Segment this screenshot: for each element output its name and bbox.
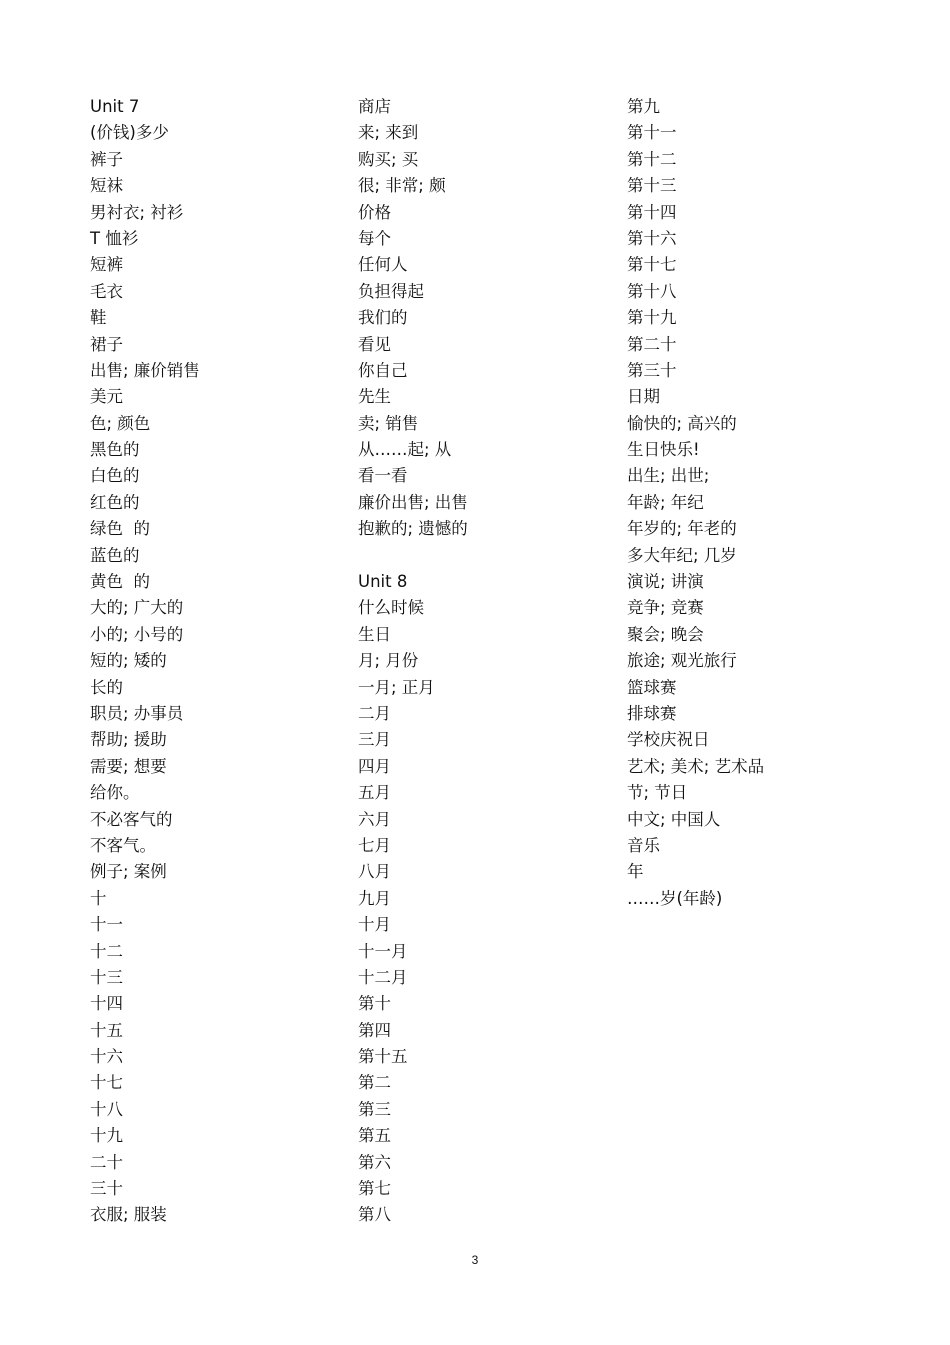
- vocabulary-entry: 二月: [358, 703, 391, 723]
- vocabulary-entry: 三月: [358, 730, 391, 750]
- vocabulary-entry: 第十九: [627, 308, 677, 328]
- vocabulary-entry: 帮助; 援助: [90, 730, 167, 750]
- vocabulary-entry: 卖; 销售: [358, 413, 419, 433]
- vocabulary-entry: 十五: [90, 1020, 123, 1040]
- vocabulary-entry: 日期: [627, 387, 660, 407]
- vocabulary-entry: 十六: [90, 1047, 123, 1067]
- vocabulary-entry: 第二: [358, 1073, 391, 1093]
- vocabulary-entry: 男衬衣; 衬衫: [90, 202, 184, 222]
- vocabulary-entry: 出生; 出世;: [627, 466, 710, 486]
- vocabulary-entry: 十二月: [358, 967, 408, 987]
- vocabulary-entry: 旅途; 观光旅行: [627, 651, 737, 671]
- vocabulary-entry: 十一: [90, 915, 123, 935]
- vocabulary-entry: 第三: [358, 1099, 391, 1119]
- vocabulary-entry: 第十二: [627, 149, 677, 169]
- vocabulary-entry: 绿色 的: [90, 519, 150, 539]
- vocabulary-entry: 白色的: [90, 466, 140, 486]
- vocabulary-entry: 第九: [627, 97, 660, 116]
- vocabulary-entry: (价钱)多少: [90, 123, 169, 143]
- vocabulary-entry: 鞋: [90, 308, 107, 328]
- vocabulary-entry: 抱歉的; 遗憾的: [358, 519, 468, 539]
- vocabulary-entry: 十八: [90, 1099, 123, 1119]
- vocabulary-entry: T 恤衫: [90, 228, 139, 248]
- vocabulary-entry: 从……起; 从: [358, 440, 452, 460]
- vocabulary-entry: 第三十: [627, 360, 677, 380]
- vocabulary-entry: 第七: [358, 1179, 391, 1199]
- vocabulary-entry: 商店: [358, 97, 391, 116]
- vocabulary-entry: 黄色 的: [90, 572, 150, 592]
- vocabulary-entry: 第十一: [627, 123, 677, 143]
- vocabulary-entry: 七月: [358, 835, 391, 855]
- vocabulary-entry: 中文; 中国人: [627, 809, 721, 829]
- vocabulary-entry: 十: [90, 888, 107, 908]
- vocabulary-entry: 裙子: [90, 334, 123, 354]
- vocabulary-entry: 看一看: [358, 466, 408, 486]
- vocabulary-entry: 八月: [358, 862, 391, 882]
- vocabulary-entry: 生日: [358, 624, 391, 644]
- vocabulary-entry: 二十: [90, 1152, 123, 1172]
- vocabulary-entry: 短裤: [90, 255, 123, 275]
- vocabulary-entry: 艺术; 美术; 艺术品: [627, 756, 765, 776]
- vocabulary-entry: 毛衣: [90, 281, 123, 301]
- vocabulary-entry: 年龄; 年纪: [627, 492, 704, 512]
- vocabulary-entry: 第十五: [358, 1047, 408, 1067]
- vocabulary-entry: 年: [627, 862, 644, 882]
- vocabulary-entry: 美元: [90, 387, 123, 407]
- vocabulary-entry: 六月: [358, 809, 391, 829]
- vocabulary-entry: 九月: [358, 888, 391, 908]
- vocabulary-entry: 黑色的: [90, 440, 140, 460]
- vocabulary-entry: 一月; 正月: [358, 677, 435, 697]
- vocabulary-entry: 先生: [358, 387, 391, 407]
- vocabulary-entry: 第六: [358, 1152, 391, 1172]
- vocabulary-entry: 需要; 想要: [90, 756, 167, 776]
- vocabulary-column-1: [90, 94, 340, 1229]
- vocabulary-entry: 衣服; 服装: [90, 1205, 167, 1225]
- vocabulary-entry: 月; 月份: [358, 651, 419, 671]
- vocabulary-entry: 什么时候: [358, 598, 424, 618]
- vocabulary-entry: 看见: [358, 334, 391, 354]
- vocabulary-entry: 短的; 矮的: [90, 651, 167, 671]
- vocabulary-entry: 生日快乐!: [627, 440, 700, 460]
- vocabulary-entry: 给你。: [90, 783, 140, 803]
- vocabulary-entry: 十七: [90, 1073, 123, 1093]
- vocabulary-entry: 第十: [358, 994, 391, 1014]
- vocabulary-entry: 十九: [90, 1126, 123, 1146]
- vocabulary-entry: 多大年纪; 几岁: [627, 545, 737, 565]
- vocabulary-entry: 第十三: [627, 176, 677, 196]
- vocabulary-entry: 音乐: [627, 835, 660, 855]
- vocabulary-entry: 例子; 案例: [90, 862, 167, 882]
- vocabulary-entry: 第十四: [627, 202, 677, 222]
- vocabulary-entry: 很; 非常; 颇: [358, 176, 446, 196]
- vocabulary-entry: 廉价出售; 出售: [358, 492, 468, 512]
- vocabulary-entry: 大的; 广大的: [90, 598, 184, 618]
- vocabulary-entry: [358, 543, 608, 569]
- vocabulary-entry: 职员; 办事员: [90, 703, 184, 723]
- vocabulary-entry: 第八: [358, 1205, 391, 1225]
- vocabulary-entry: 不必客气的: [90, 809, 173, 829]
- vocabulary-entry: 篮球赛: [627, 677, 677, 697]
- vocabulary-entry: 长的: [90, 677, 123, 697]
- vocabulary-entry: 十一月: [358, 941, 408, 961]
- vocabulary-entry: 短袜: [90, 176, 123, 196]
- vocabulary-entry: 来; 来到: [358, 123, 419, 143]
- vocabulary-column-2: [358, 94, 608, 1229]
- vocabulary-entry: 十四: [90, 994, 123, 1014]
- unit-heading: Unit 7: [90, 97, 140, 116]
- vocabulary-entry: 你自己: [358, 360, 408, 380]
- vocabulary-entry: 五月: [358, 783, 391, 803]
- vocabulary-entry: 负担得起: [358, 281, 424, 301]
- vocabulary-entry: 聚会; 晚会: [627, 624, 704, 644]
- vocabulary-entry: 蓝色的: [90, 545, 140, 565]
- vocabulary-entry: 我们的: [358, 308, 408, 328]
- vocabulary-entry: 任何人: [358, 255, 408, 275]
- vocabulary-entry: 第十六: [627, 228, 677, 248]
- vocabulary-entry: 每个: [358, 228, 391, 248]
- vocabulary-entry: 第四: [358, 1020, 391, 1040]
- vocabulary-entry: 出售; 廉价销售: [90, 360, 200, 380]
- vocabulary-column-3: [627, 94, 877, 912]
- vocabulary-entry: 十二: [90, 941, 123, 961]
- vocabulary-entry: 愉快的; 高兴的: [627, 413, 737, 433]
- vocabulary-entry: 第二十: [627, 334, 677, 354]
- vocabulary-entry: 色; 颜色: [90, 413, 151, 433]
- unit-heading: Unit 8: [358, 572, 408, 592]
- vocabulary-entry: 第五: [358, 1126, 391, 1146]
- vocabulary-entry: 小的; 小号的: [90, 624, 184, 644]
- vocabulary-entry: 十月: [358, 915, 391, 935]
- vocabulary-entry: 第十七: [627, 255, 677, 275]
- vocabulary-entry: 购买; 买: [358, 149, 419, 169]
- vocabulary-entry: ……岁(年龄): [627, 888, 723, 908]
- vocabulary-entry: 竞争; 竞赛: [627, 598, 704, 618]
- vocabulary-entry: 排球赛: [627, 703, 677, 723]
- vocabulary-entry: 裤子: [90, 149, 123, 169]
- vocabulary-entry: 演说; 讲演: [627, 572, 704, 592]
- vocabulary-entry: 四月: [358, 756, 391, 776]
- vocabulary-entry: 不客气。: [90, 835, 156, 855]
- vocabulary-entry: 第十八: [627, 281, 677, 301]
- vocabulary-entry: 三十: [90, 1179, 123, 1199]
- vocabulary-entry: 年岁的; 年老的: [627, 519, 737, 539]
- vocabulary-entry: 节; 节日: [627, 783, 688, 803]
- page-number: 3: [471, 1253, 479, 1267]
- vocabulary-entry: 学校庆祝日: [627, 730, 710, 750]
- vocabulary-entry: 十三: [90, 967, 123, 987]
- vocabulary-entry: 价格: [358, 202, 391, 222]
- vocabulary-entry: 红色的: [90, 492, 140, 512]
